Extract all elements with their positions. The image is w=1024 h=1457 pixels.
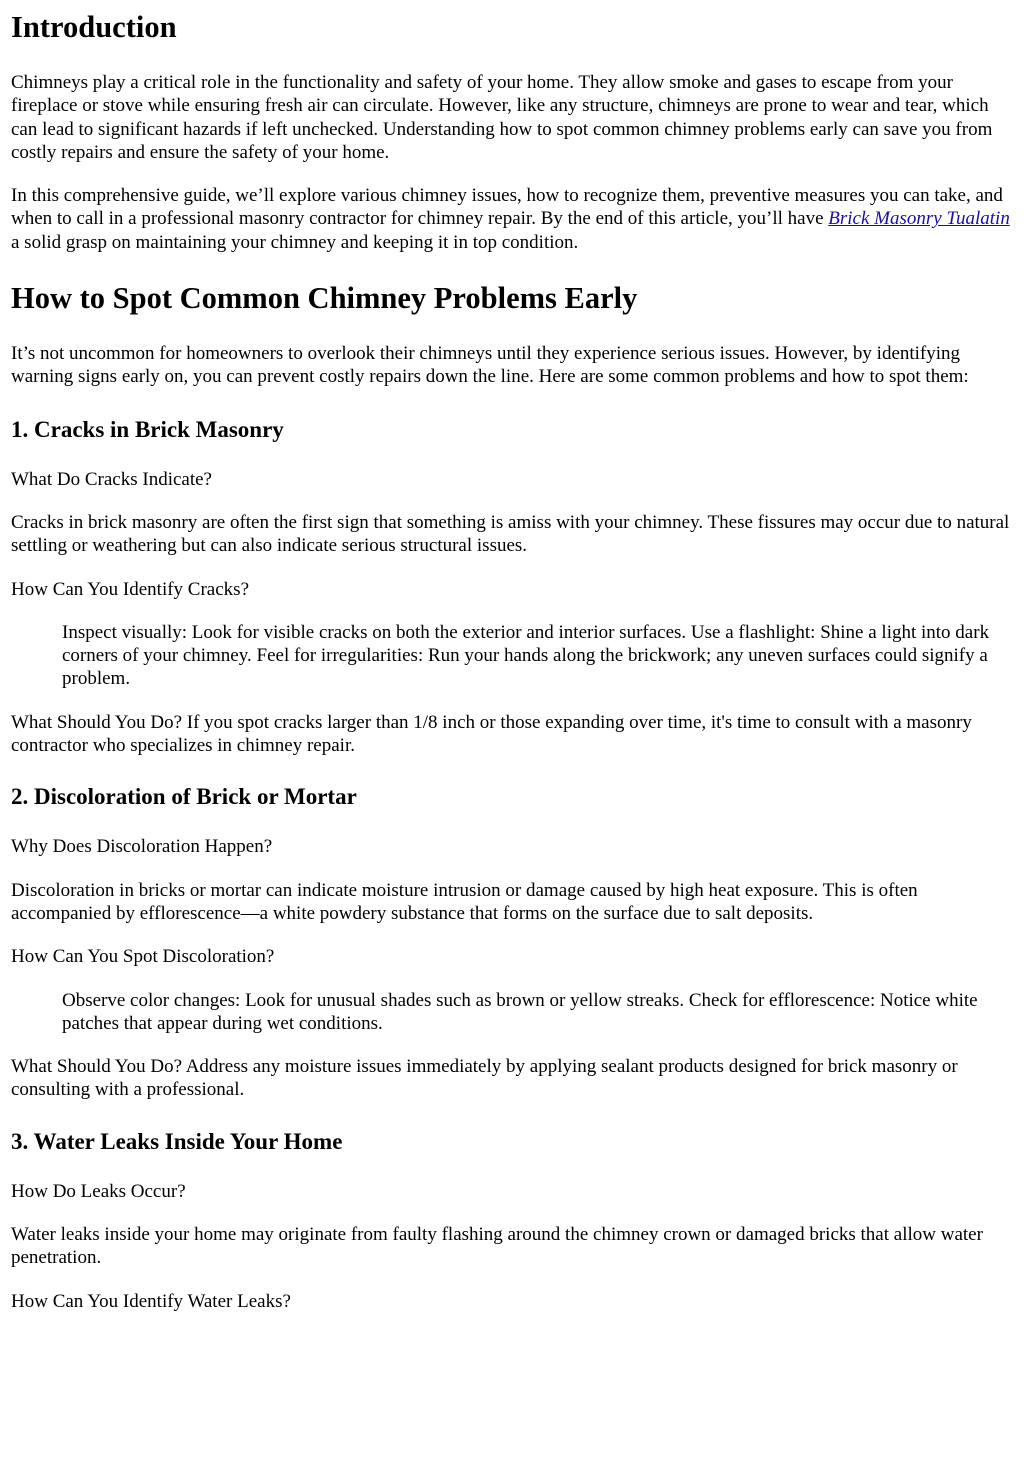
intro-heading: Introduction [11, 10, 177, 44]
section-1-action: What Should You Do? If you spot cracks larger than 1/8 inch or those expanding over time, it's time to consult with a masonry contractor who specializes in chimney repair. [11, 711, 972, 757]
intro-paragraph-2-text-after: a solid grasp on maintaining your chimney and keeping it in top condition. [11, 231, 579, 253]
section-2-action: What Should You Do? Address any moisture issues immediately by applying sealant products designed for brick masonry or consulting with a professional. [11, 1056, 958, 1101]
section-1-tips-quote: Inspect visually: Look for visible cracks on both the exterior and interior surfaces. Use a flashlight: Shine a light into dark corners of your chimney. Feel for irregularities: Run your hands along the brickwork; any uneven surfaces could signify a problem. [62, 621, 990, 690]
section-1-question-1: What Do Cracks Indicate? [11, 468, 212, 490]
section-1-answer-1: Cracks in brick masonry are often the first sign that something is amiss with your chimney. These fissures may occur due to natural settling or weathering but can also indicate serious structural issues. [11, 511, 1010, 557]
intro-paragraph-2 [11, 184, 1014, 254]
article [0, 9, 1024, 1313]
section-2-question-2: How Can You Spot Discoloration? [11, 946, 275, 968]
intro-paragraph-2-text-before: In this comprehensive guide, we’ll explore various chimney issues, how to recognize them, preventive measures you can take, and when to call in a professional masonry contractor for chimney repair. By the end of this article, you’ll have [11, 185, 1003, 230]
section-3-question-1: How Do Leaks Occur? [11, 1180, 186, 1202]
section-2-answer-1: Discoloration in bricks or mortar can indicate moisture intrusion or damage caused by high heat exposure. This is often accompanied by efflorescence—a white powdery substance that forms on the surface due to salt deposits. [11, 879, 918, 924]
main-heading: How to Spot Common Chimney Problems Early [11, 281, 638, 316]
section-3-question-2: How Can You Identify Water Leaks? [11, 1290, 291, 1312]
section-2-question-1: Why Does Discoloration Happen? [11, 836, 273, 858]
brick-masonry-tualatin-link[interactable]: Brick Masonry Tualatin [828, 208, 1010, 230]
section-3-answer-1: Water leaks inside your home may originate from faulty flashing around the chimney crown or damaged bricks that allow water penetration. [11, 1224, 983, 1269]
section-1-heading: 1. Cracks in Brick Masonry [11, 416, 284, 442]
section-3-heading: 3. Water Leaks Inside Your Home [11, 1128, 343, 1154]
main-paragraph-1: It’s not uncommon for homeowners to overlook their chimneys until they experience serious issues. However, by identifying warning signs early on, you can prevent costly repairs down the line. Here are some common problems and how to spot them: [11, 343, 969, 388]
section-2-tips-quote: Observe color changes: Look for unusual shades such as brown or yellow streaks. Check for efflorescence: Notice white patches that appear during wet conditions. [62, 989, 978, 1034]
section-1-question-2: How Can You Identify Cracks? [11, 578, 250, 600]
intro-paragraph-1: Chimneys play a critical role in the functionality and safety of your home. They allow smoke and gases to escape from your fireplace or stove while ensuring fresh air can circulate. However, like any structure, chimneys are prone to wear and tear, which can lead to significant hazards if left unchecked. Understanding how to spot common chimney problems early can save you from costly repairs and ensure the safety of your home. [11, 72, 993, 163]
section-2-heading: 2. Discoloration of Brick or Mortar [11, 784, 357, 810]
